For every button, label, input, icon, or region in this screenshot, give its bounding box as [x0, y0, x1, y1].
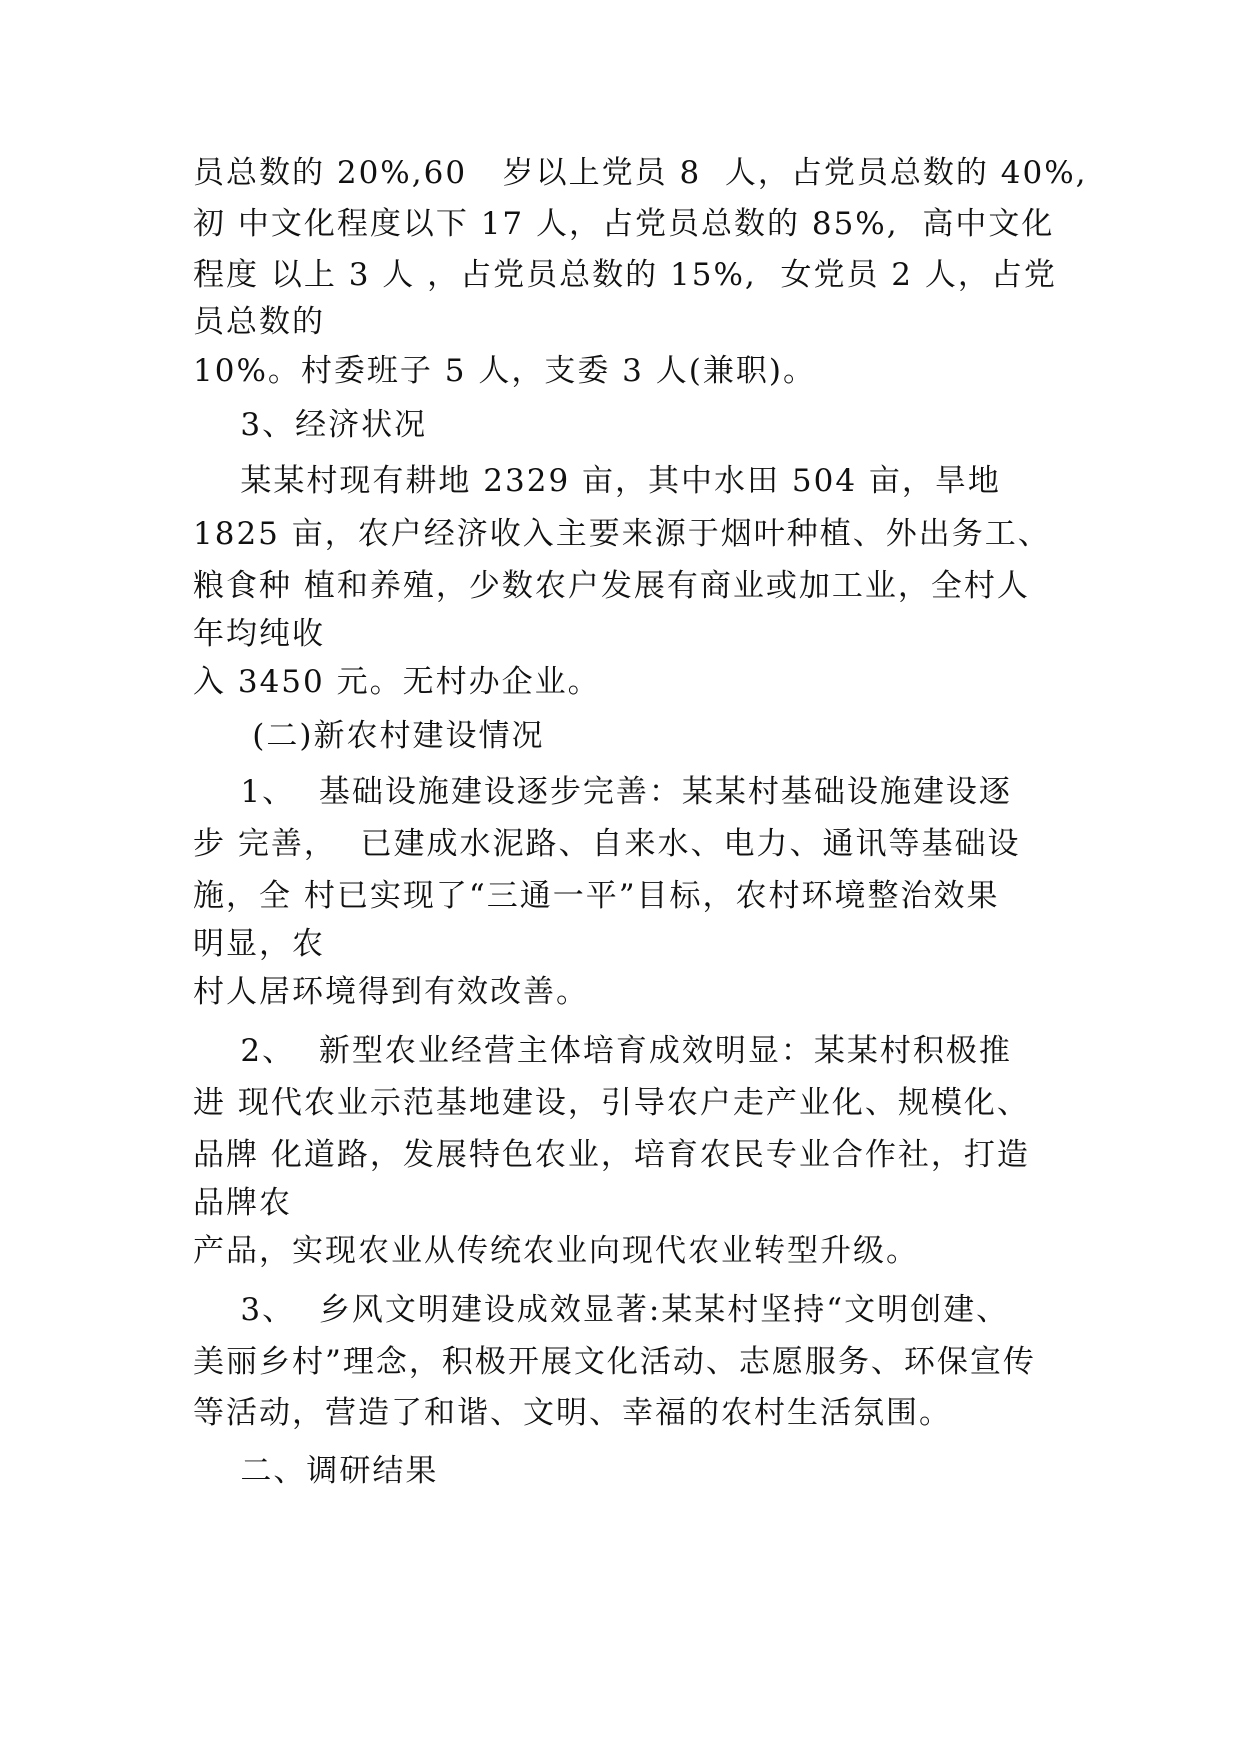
- text-line: 入 3450 元。无村办企业。: [193, 664, 601, 700]
- text-line: 员总数的 20%,60 岁以上党员 8 人，占党员总数的 40%,: [193, 155, 1088, 191]
- text-line: 村人居环境得到有效改善。: [193, 974, 589, 1010]
- text-line: 施，全 村已实现了“三通一平”目标，农村环境整治效果: [193, 878, 1000, 914]
- text-line: 品牌农: [193, 1185, 292, 1221]
- text-line: 进 现代农业示范基地建设，引导农户走产业化、规模化、: [193, 1085, 1030, 1121]
- text-line: 1825 亩，农户经济收入主要来源于烟叶种植、外出务工、: [193, 516, 1051, 552]
- section-heading: 二、调研结果: [193, 1453, 439, 1489]
- text-line: 明显，农: [193, 926, 325, 962]
- section-heading: (二)新农村建设情况: [193, 718, 545, 754]
- text-line: 3、 乡风文明建设成效显著:某某村坚持“文明创建、: [193, 1292, 1010, 1328]
- text-line: 美丽乡村”理念，积极开展文化活动、志愿服务、环保宣传: [193, 1344, 1036, 1380]
- section-heading: 3、经济状况: [193, 407, 428, 443]
- text-line: 粮食种 植和养殖，少数农户发展有商业或加工业，全村人: [193, 568, 1030, 604]
- text-line: 2、 新型农业经营主体培育成效明显：某某村积极推: [193, 1033, 1012, 1069]
- text-line: 1、 基础设施建设逐步完善：某某村基础设施建设逐: [193, 774, 1012, 810]
- text-line: 程度 以上 3 人 ，占党员总数的 15%, 女党员 2 人，占党: [193, 257, 1057, 293]
- text-line: 初 中文化程度以下 17 人，占党员总数的 85%, 高中文化: [193, 206, 1055, 242]
- text-line: 10%。村委班子 5 人，支委 3 人(兼职)。: [193, 353, 816, 389]
- text-line: 某某村现有耕地 2329 亩，其中水田 504 亩，旱地: [193, 463, 1001, 499]
- text-line: 产品，实现农业从传统农业向现代农业转型升级。: [193, 1233, 919, 1269]
- text-line: 年均纯收: [193, 616, 325, 652]
- text-line: 等活动，营造了和谐、文明、幸福的农村生活氛围。: [193, 1395, 952, 1431]
- text-line: 步 完善， 已建成水泥路、自来水、电力、通讯等基础设: [193, 826, 1021, 862]
- text-line: 员总数的: [193, 304, 325, 340]
- text-line: 品牌 化道路，发展特色农业，培育农民专业合作社，打造: [193, 1137, 1030, 1173]
